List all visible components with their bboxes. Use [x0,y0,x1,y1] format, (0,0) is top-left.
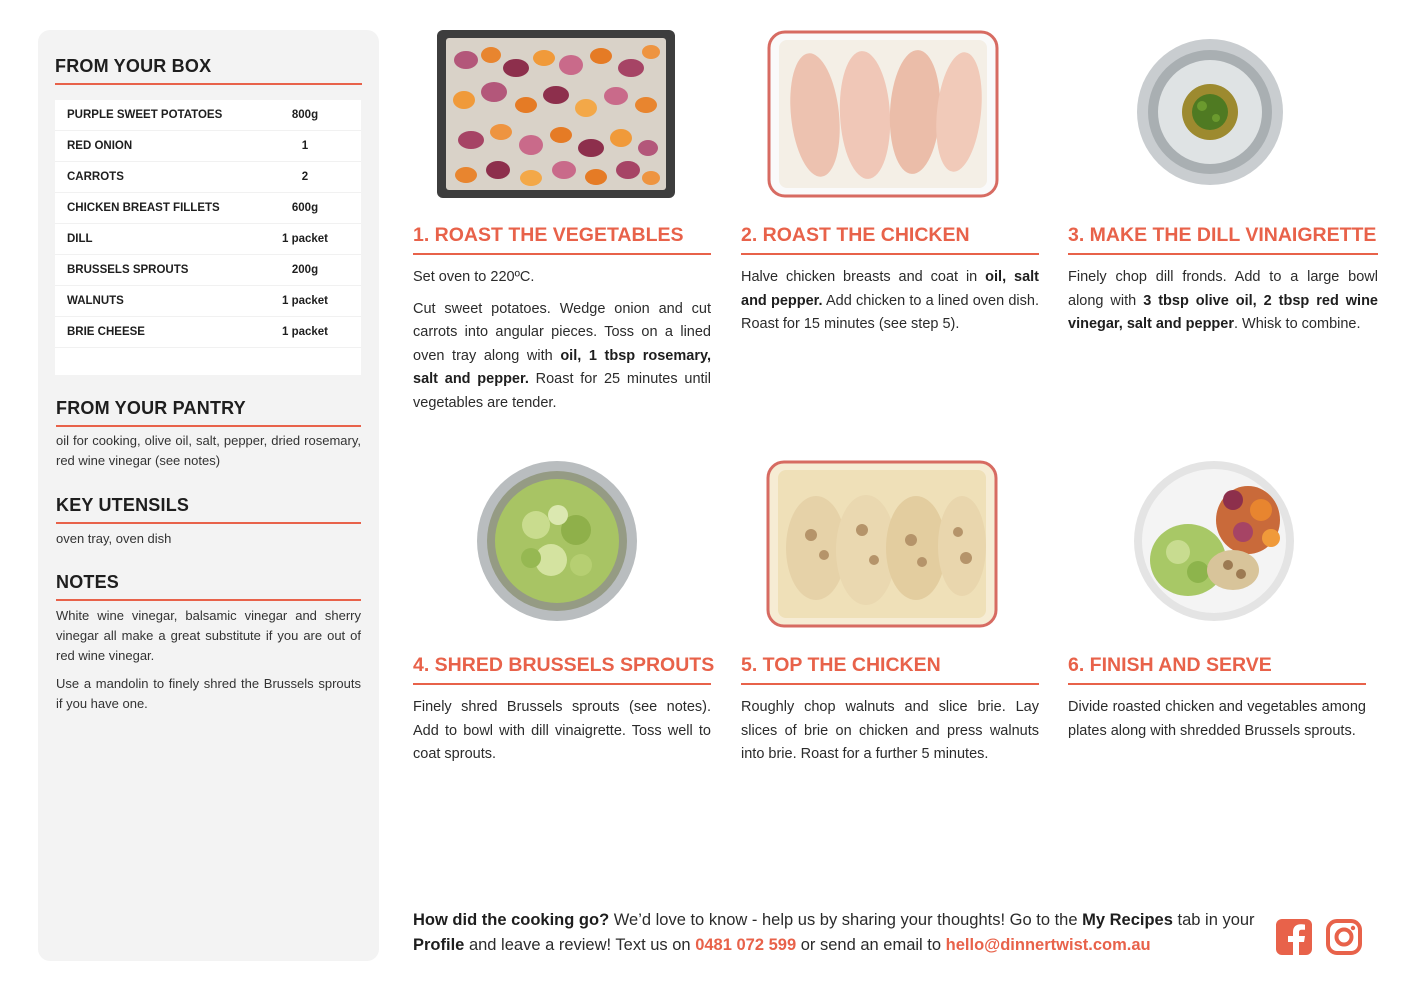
email-link[interactable]: hello@dinnertwist.com.au [945,936,1151,954]
step-3-title: 3. MAKE THE DILL VINAIGRETTE [1068,224,1378,255]
ingredient-qty: 1 packet [281,295,329,307]
step-2-title: 2. ROAST THE CHICKEN [741,224,1039,255]
ingredient-qty: 200g [291,264,319,276]
step-1-para-2: Cut sweet potatoes. Wedge onion and cut carrots into angular pieces. Toss on a lined oven tray along with oil, 1 tbsp rosemary, salt and pepper. Roast for 25 minutes until vegetables are tender. [413,300,711,411]
step-5-text: Roughly chop walnuts and slice brie. Lay slices of brie on chicken and press walnuts into brie. Roast for a further 5 minutes. [741,699,1039,762]
utensils-text: oven tray, oven dish [56,531,172,546]
topped-chicken-image [766,460,998,628]
roasted-vegetables-image [436,30,676,198]
table-row [55,317,361,348]
ingredient-name: DILL [67,233,93,245]
step-4-text: Finely shred Brussels sprouts (see notes). Add to bowl with dill vinaigrette. Toss well to coat sprouts. [413,699,711,762]
table-row [55,131,361,162]
ingredient-name: CHICKEN BREAST FILLETS [67,202,220,214]
phone-link[interactable]: 0481 072 599 [695,936,797,954]
raw-chicken-image [767,30,999,198]
ingredient-name: RED ONION [67,140,133,152]
ingredients-table [55,100,361,375]
step-6-title: 6. FINISH AND SERVE [1068,654,1366,685]
box-heading: FROM YOUR BOX [55,56,362,85]
ingredient-qty: 2 [301,171,309,183]
shredded-sprouts-image [476,460,638,622]
utensils-heading: KEY UTENSILS [56,495,361,524]
ingredient-qty: 600g [291,202,319,214]
step-4-title: 4. SHRED BRUSSELS SPROUTS [413,654,711,685]
sidebar [38,30,379,961]
ingredient-name: WALNUTS [67,295,124,307]
table-row [55,255,361,286]
table-row [55,224,361,255]
ingredient-qty: 1 packet [281,233,329,245]
finished-plate-image [1133,460,1295,622]
step-5-title: 5. TOP THE CHICKEN [741,654,1039,685]
ingredient-qty: 800g [291,109,319,121]
dill-vinaigrette-image [1136,38,1284,186]
step-1-title: 1. ROAST THE VEGETABLES [413,224,711,255]
pantry-heading: FROM YOUR PANTRY [56,398,361,427]
step-3-text: Finely chop dill fronds. Add to a large bowl along with 3 tbsp olive oil, 2 tbsp red wine vinegar, salt and pepper. Whisk to combine. [1068,269,1378,332]
notes-heading: NOTES [56,572,361,601]
facebook-icon[interactable] [1275,918,1313,956]
step-1-para-1: Set oven to 220ºC. [413,269,535,285]
ingredient-qty: 1 [301,140,309,152]
instagram-icon[interactable] [1325,918,1363,956]
step-6-text: Divide roasted chicken and vegetables among plates along with shredded Brussels sprouts. [1068,699,1366,739]
notes-text-1: White wine vinegar, balsamic vinegar and sherry vinegar all make a great substitute if you are out of red wine vinegar. [56,608,361,663]
ingredient-name: PURPLE SWEET POTATOES [67,109,223,121]
table-row [55,100,361,131]
table-row [55,193,361,224]
footer-message: How did the cooking go? We’d love to know - help us by sharing your thoughts! Go to the My Recipes tab in your Profile and leave a review! Text us on 0481 072 599 or send an email to hello@dinnertwist.com.au [413,911,1255,954]
table-row [55,162,361,193]
table-row [55,286,361,317]
ingredient-qty: 1 packet [281,326,329,338]
ingredient-name: BRIE CHEESE [67,326,145,338]
step-1-text [413,266,711,423]
ingredient-name: CARROTS [67,171,124,183]
ingredient-name: BRUSSELS SPROUTS [67,264,189,276]
pantry-text: oil for cooking, olive oil, salt, pepper, dried rosemary, red wine vinegar (see notes) [56,433,361,468]
step-2-text: Halve chicken breasts and coat in oil, salt and pepper. Add chicken to a lined oven dish. Roast for 15 minutes (see step 5). [741,269,1039,332]
notes-text-2: Use a mandolin to finely shred the Brussels sprouts if you have one. [56,676,361,711]
